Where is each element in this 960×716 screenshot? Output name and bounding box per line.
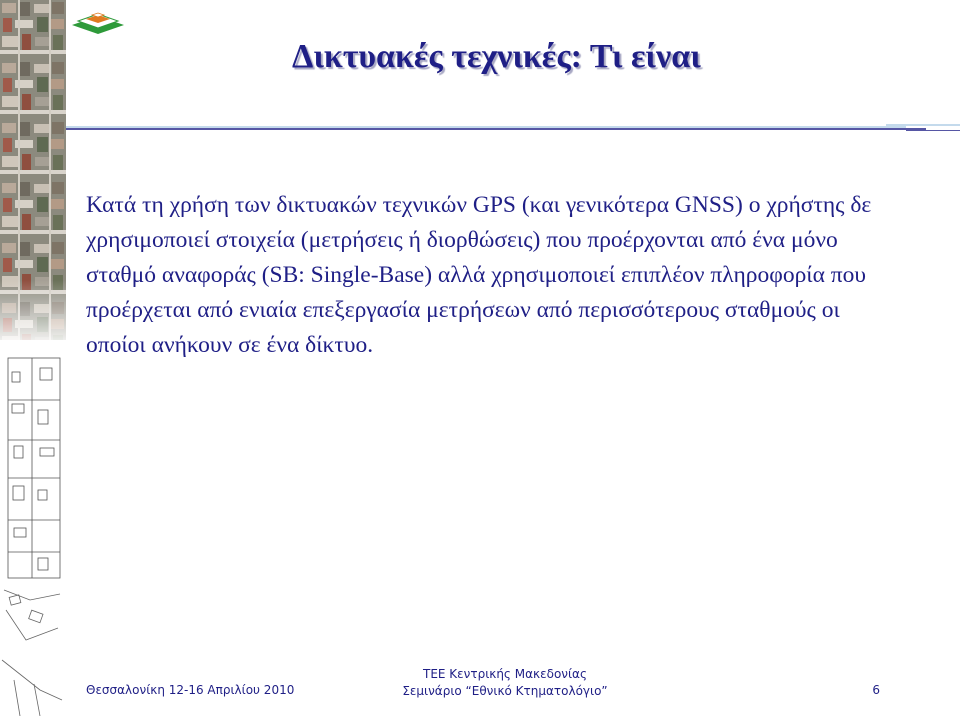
layered-map-logo-icon [66,8,130,40]
title-divider [66,118,960,130]
page-number: 6 [872,683,880,697]
body-paragraph: Κατά τη χρήση των δικτυακών τεχνικών GPS (και γενικότερα GNSS) ο χρήστης δε χρησιμοποιεί στοιχεία (μετρήσεις ή διορθώσεις) που προέρχονται από ένα μόνο σταθμό αναφοράς (SB: Single-Base) αλλά χρησιμοποιεί επιπλέον πληροφορία που προέρχεται από ενιαία επεξεργασία μετρήσεων από περισσότερους σταθμούς οι οποίοι ανήκουν σε ένα δίκτυο. [86,192,872,358]
aerial-map-strip [0,0,66,716]
footer-organizer-line-2: Σεμινάριο “Εθνικό Κτηματολόγιο” [402,684,608,698]
slide-title: Δικτυακές τεχνικές: Τι είναι [292,38,701,75]
footer-location-date: Θεσσαλονίκη 12-16 Απριλίου 2010 [86,683,295,697]
footer-organizer-line-1: ΤΕΕ Κεντρικής Μακεδονίας [422,667,588,681]
footer-organizer [340,666,670,700]
aerial-map-strip-graphic [0,0,66,716]
